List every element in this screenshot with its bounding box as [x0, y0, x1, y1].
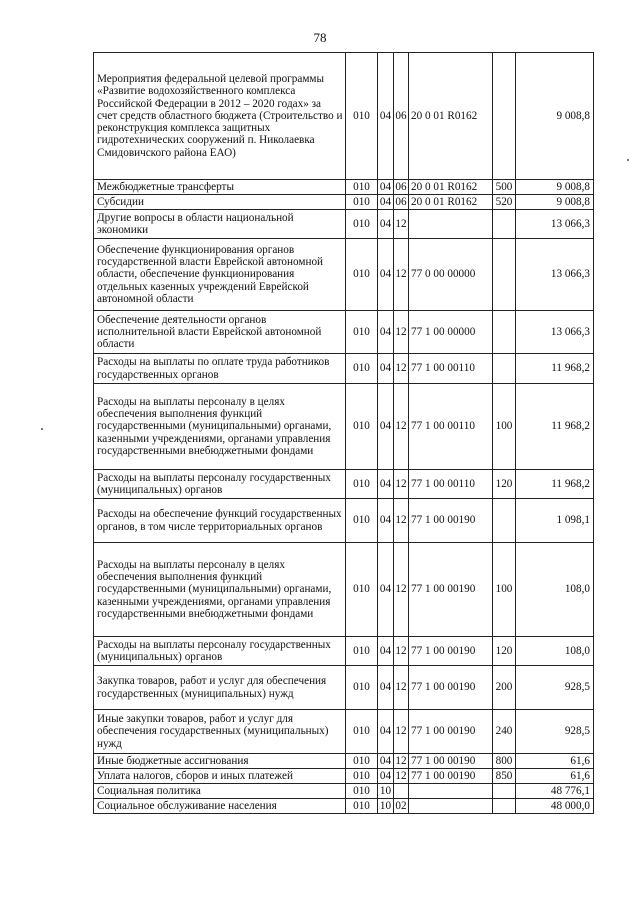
- row-rz: 04: [378, 53, 394, 180]
- row-rz: 04: [378, 710, 394, 754]
- row-rz: 04: [378, 769, 394, 784]
- row-pr: 12: [394, 666, 409, 710]
- row-name: Социальное обслуживание населения: [94, 799, 346, 814]
- row-pr: 12: [394, 710, 409, 754]
- row-pr: 12: [394, 499, 409, 543]
- row-name: Расходы на выплаты по оплате труда работников государственных органов: [94, 354, 346, 384]
- row-name: Субсидии: [94, 195, 346, 210]
- row-pr: 06: [394, 53, 409, 180]
- row-gr: 010: [346, 311, 378, 354]
- row-rz: 04: [378, 384, 394, 470]
- row-pr: 02: [395, 799, 407, 812]
- row-sum: 48 000,0: [516, 799, 594, 814]
- scan-speck: [627, 159, 629, 161]
- row-sum: 13 066,3: [516, 210, 594, 239]
- table-row: [94, 666, 594, 710]
- row-name: Иные закупки товаров, работ и услуг для обеспечения государственных (муниципальных) нужд: [94, 710, 346, 754]
- row-gr: 010: [346, 499, 378, 543]
- row-sum: 108,0: [516, 543, 594, 637]
- row-vr: 240: [493, 710, 516, 754]
- row-gr: 010: [346, 195, 378, 210]
- row-gr: 010: [346, 769, 378, 784]
- scan-speck: [41, 428, 43, 430]
- row-rz: 04: [378, 354, 394, 384]
- row-name: Другие вопросы в области национальной экономики: [94, 210, 346, 239]
- row-vr: 850: [493, 769, 516, 784]
- row-rz: 04: [378, 470, 394, 499]
- row-csr: 77 1 00 00190: [409, 666, 493, 710]
- row-csr: 77 1 00 00190: [409, 637, 493, 666]
- row-pr: 12: [394, 470, 409, 499]
- row-gr: 010: [346, 637, 378, 666]
- row-gr: 010: [346, 710, 378, 754]
- row-vr: 100: [493, 543, 516, 637]
- row-name: Межбюджетные трансферты: [94, 180, 346, 195]
- row-sum: 9 008,8: [516, 180, 594, 195]
- table-row: [94, 499, 594, 543]
- table-row: [94, 784, 594, 799]
- row-csr: 77 1 00 00190: [409, 499, 493, 543]
- row-pr: 12: [394, 311, 409, 354]
- row-vr: 120: [493, 470, 516, 499]
- row-name: Мероприятия федеральной целевой программы «Развитие водохозяйственного комплекса Российской Федерации в 2012 – 2020 годах» за счет средств областного бюджета (Строительство и реконструкция комплекса защитных гидротехнических сооружений п. Николаевка Смидовичского района ЕАО): [94, 53, 346, 180]
- budget-table: [93, 52, 594, 814]
- row-pr: [394, 784, 409, 799]
- row-csr: [409, 784, 493, 799]
- table-row: [94, 354, 594, 384]
- row-sum: 11 968,2: [516, 384, 594, 470]
- row-vr: [493, 499, 516, 543]
- row-csr: 77 1 00 00110: [409, 470, 493, 499]
- row-vr: 520: [493, 195, 516, 210]
- table-row: [94, 799, 594, 814]
- row-pr: 12: [394, 239, 409, 311]
- table-row: [94, 470, 594, 499]
- row-rz: 04: [378, 239, 394, 311]
- row-rz: 04: [378, 311, 394, 354]
- row-vr: [493, 311, 516, 354]
- row-name: Обеспечение деятельности органов исполнительной власти Еврейской автономной области: [94, 311, 346, 354]
- row-sum: 11 968,2: [516, 470, 594, 499]
- row-sum: 11 968,2: [516, 354, 594, 384]
- row-csr: 20 0 01 R0162: [409, 180, 493, 195]
- row-vr: [493, 239, 516, 311]
- row-sum: 61,6: [516, 754, 594, 769]
- row-rz: 04: [378, 543, 394, 637]
- row-csr: 77 0 00 00000: [409, 239, 493, 311]
- row-vr: [493, 784, 516, 799]
- row-csr: 77 1 00 00190: [409, 754, 493, 769]
- row-gr: 010: [346, 239, 378, 311]
- row-rz: 04: [378, 180, 394, 195]
- row-pr: 12: [394, 210, 409, 239]
- row-csr: 77 1 00 00190: [409, 769, 493, 784]
- row-gr: 010: [346, 666, 378, 710]
- row-csr: 77 1 00 00110: [409, 354, 493, 384]
- row-sum: 9 008,8: [516, 53, 594, 180]
- row-csr: 20 0 01 R0162: [409, 195, 493, 210]
- row-sum: 928,5: [516, 666, 594, 710]
- row-vr: 800: [493, 754, 516, 769]
- row-pr: 12: [394, 543, 409, 637]
- row-gr: 010: [346, 470, 378, 499]
- row-sum: 13 066,3: [516, 311, 594, 354]
- row-name: Закупка товаров, работ и услуг для обеспечения государственных (муниципальных) нужд: [94, 666, 346, 710]
- row-rz: 04: [378, 499, 394, 543]
- page-number: 78: [313, 30, 327, 45]
- row-name: Обеспечение функционирования органов государственной власти Еврейской автономной области, обеспечение функционирования отдельных казенных учреждений Еврейской автономной области: [94, 239, 346, 311]
- table-row: [94, 53, 594, 180]
- row-rz: 04: [378, 637, 394, 666]
- row-pr: 12: [394, 384, 409, 470]
- table-row: [94, 384, 594, 470]
- row-rz: 04: [378, 754, 394, 769]
- row-sum: 1 098,1: [516, 499, 594, 543]
- row-gr: 010: [346, 180, 378, 195]
- table-row: [94, 239, 594, 311]
- table-row: [94, 195, 594, 210]
- row-pr: 12: [394, 637, 409, 666]
- row-pr: 06: [395, 180, 407, 193]
- row-csr: 77 1 00 00000: [409, 311, 493, 354]
- table-row: [94, 210, 594, 239]
- row-gr: 010: [346, 354, 378, 384]
- row-sum: 48 776,1: [516, 784, 594, 799]
- row-vr: [493, 799, 516, 814]
- row-csr: [409, 210, 493, 239]
- row-sum: 61,6: [516, 769, 594, 784]
- row-csr: [409, 799, 493, 814]
- row-name: Расходы на выплаты персоналу в целях обеспечения выполнения функций государственными (муниципальными) органами, казенными учреждениями, органами управления государственными внебюджетными фондами: [94, 543, 346, 637]
- row-sum: 928,5: [516, 710, 594, 754]
- row-csr: 77 1 00 00110: [409, 384, 493, 470]
- row-name: Расходы на выплаты персоналу в целях обеспечения выполнения функций государственными (муниципальными) органами, казенными учреждениями, органами управления государственными внебюджетными фондами: [94, 384, 346, 470]
- row-name: Уплата налогов, сборов и иных платежей: [94, 769, 346, 784]
- table-row: [94, 180, 594, 195]
- table-row: [94, 710, 594, 754]
- row-rz: 04: [378, 666, 394, 710]
- row-gr: 010: [346, 543, 378, 637]
- row-sum: 108,0: [516, 637, 594, 666]
- row-pr: 12: [395, 754, 407, 767]
- row-name: Расходы на выплаты персоналу государственных (муниципальных) органов: [94, 637, 346, 666]
- table-row: [94, 637, 594, 666]
- row-rz: 04: [378, 195, 394, 210]
- row-gr: 010: [346, 799, 378, 814]
- row-name: Расходы на выплаты персоналу государственных (муниципальных) органов: [94, 470, 346, 499]
- row-rz: 10: [378, 799, 394, 814]
- row-vr: 120: [493, 637, 516, 666]
- row-pr: 12: [395, 769, 407, 782]
- row-gr: 010: [346, 53, 378, 180]
- row-name: Иные бюджетные ассигнования: [94, 754, 346, 769]
- row-vr: 100: [493, 384, 516, 470]
- row-gr: 010: [346, 210, 378, 239]
- row-gr: 010: [346, 384, 378, 470]
- table-row: [94, 754, 594, 769]
- table-row: [94, 543, 594, 637]
- table-row: [94, 311, 594, 354]
- row-csr: 77 1 00 00190: [409, 710, 493, 754]
- row-csr: 77 1 00 00190: [409, 543, 493, 637]
- row-vr: 500: [493, 180, 516, 195]
- row-pr: 06: [395, 195, 407, 208]
- row-rz: 10: [378, 784, 394, 799]
- row-rz: 04: [378, 210, 394, 239]
- row-vr: [493, 53, 516, 180]
- table-row: [94, 769, 594, 784]
- row-sum: 9 008,8: [516, 195, 594, 210]
- row-name: Социальная политика: [94, 784, 346, 799]
- row-pr: 12: [394, 354, 409, 384]
- row-gr: 010: [346, 784, 378, 799]
- row-sum: 13 066,3: [516, 239, 594, 311]
- row-vr: 200: [493, 666, 516, 710]
- row-gr: 010: [346, 754, 378, 769]
- row-csr: 20 0 01 R0162: [409, 53, 493, 180]
- row-name: Расходы на обеспечение функций государственных органов, в том числе территориальных органов: [94, 499, 346, 543]
- row-vr: [493, 210, 516, 239]
- row-vr: [493, 354, 516, 384]
